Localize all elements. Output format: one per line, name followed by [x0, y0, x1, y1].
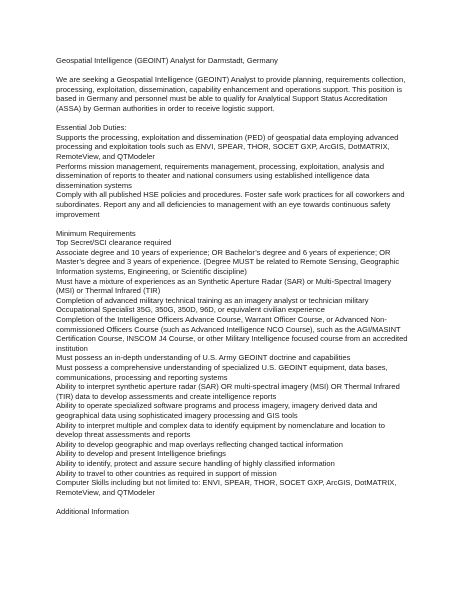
requirement-line: communications, processing and reporting systems [56, 372, 228, 382]
requirement-line: Ability to identify, protect and assure secure handling of highly classified information [56, 458, 335, 468]
requirements-list [56, 238, 434, 497]
intro-line: processing, exploitation, dissemination, capability enhancement and operations support. This position is [56, 84, 402, 94]
requirement-line: Ability to interpret synthetic aperture radar (SAR) OR multi-spectral imagery (MSI) OR Thermal Infrared [56, 382, 400, 392]
duty-line: RemoteView, and QTModeler [56, 151, 155, 161]
requirements-heading: Minimum Requirements [56, 228, 136, 238]
requirement-line: Computer Skills including but not limited to: ENVI, SPEAR, THOR, SOCET GXP, ArcGIS, DotMATRIX, [56, 478, 397, 488]
duty-line: improvement [56, 209, 100, 219]
requirement-line: Ability to travel to other countries as required in support of mission [56, 468, 277, 478]
duty-line: dissemination of reports to theater and national consumers using established intelligence data [56, 171, 370, 181]
requirement-line: (TIR) data to develop assessments and create intelligence reports [56, 391, 277, 401]
intro-paragraph [56, 75, 434, 113]
duty-line: Supports the processing, exploitation and dissemination (PED) of geospatial data employing advanced [56, 132, 399, 142]
requirement-line: Master’s degree and 3 years of experience. (Degree MUST be related to Remote Sensing, Geographic [56, 257, 400, 267]
requirement-line: commissioned Officers Course (such as Advanced Intelligence NCO Course), such as the AGI/MASINT [56, 324, 401, 334]
requirement-line: develop threat assessments and reports [56, 430, 191, 440]
spacer [56, 497, 434, 507]
additional-heading: Additional Information [56, 506, 129, 516]
requirement-line: Ability to develop geographic and map overlays reflecting changed tactical information [56, 439, 343, 449]
requirement-line: Ability to interpret multiple and complex data to identify equipment by nomenclature and location to [56, 420, 385, 430]
spacer [56, 66, 434, 76]
spacer [56, 219, 434, 229]
requirement-line: Top Secret/SCI clearance required [56, 238, 172, 248]
document-title: Geospatial Intelligence (GEOINT) Analyst for Darmstadt, Germany [56, 56, 278, 65]
requirement-line: Ability to develop and present Intelligence briefings [56, 449, 226, 459]
requirement-line: Completion of advanced military technical training as an imagery analyst or technician military [56, 295, 369, 305]
spacer [56, 114, 434, 124]
requirement-line: geographical data using sophisticated imagery processing and GIS tools [56, 410, 298, 420]
duty-line: Performs mission management, requirements management, processing, exploitation, analysis and [56, 161, 385, 171]
duties-list [56, 133, 434, 219]
requirement-line: Associate degree and 10 years of experience; OR Bachelor’s degree and 6 years of experience; OR [56, 247, 391, 257]
requirement-line: Ability to operate specialized software programs and process imagery, imagery derived data and [56, 401, 378, 411]
requirement-line: institution [56, 343, 88, 353]
requirement-line: RemoteView, and QTModeler [56, 487, 155, 497]
requirement-line: Must possess a comprehensive understanding of specialized U.S. GEOINT equipment, data bases, [56, 363, 388, 372]
intro-line: based in Germany and personnel must be able to qualify for Analytical Support Status Accreditation [56, 94, 388, 104]
requirement-line: Must possess an in-depth understanding of U.S. Army GEOINT doctrine and capabilities [56, 353, 351, 363]
requirement-line: Must have a mixture of experiences as an Synthetic Aperture Radar (SAR) or Multi-Spectral Imagery [56, 276, 392, 286]
requirement-line: Occupational Specialist 35G, 350G, 350D, 96D, or equivalent civilian experience [56, 305, 325, 315]
requirement-line: Completion of the Intelligence Officers Advance Course, Warrant Officer Course, or Advanced Non- [56, 315, 387, 325]
requirement-line: Certification Course, INSCOM J4 Course, or other Military Intelligence focused course from an accredited [56, 334, 408, 344]
duty-line: Comply with all published HSE policies and procedures. Foster safe work practices for all coworkers and [56, 190, 405, 200]
duty-line: processing and exploitation tools such as ENVI, SPEAR, THOR, SOCET GXP, ArcGIS, DotMATRIX, [56, 142, 390, 152]
intro-line: We are seeking a Geospatial Intelligence (GEOINT) Analyst to provide planning, requirements collection, [56, 75, 406, 85]
intro-line: (ASSA) by German authorities in order to receive logistic support. [56, 103, 275, 113]
duties-heading: Essential Job Duties: [56, 123, 127, 133]
duty-line: dissemination systems [56, 180, 132, 190]
duty-line: subordinates. Report any and all deficiencies to management with an eye towards continuous safety [56, 199, 391, 209]
requirement-line: (MSI) or Thermal Infrared (TIR) [56, 286, 161, 296]
requirement-line: Information systems, Engineering, or Scientific discipline) [56, 267, 247, 277]
